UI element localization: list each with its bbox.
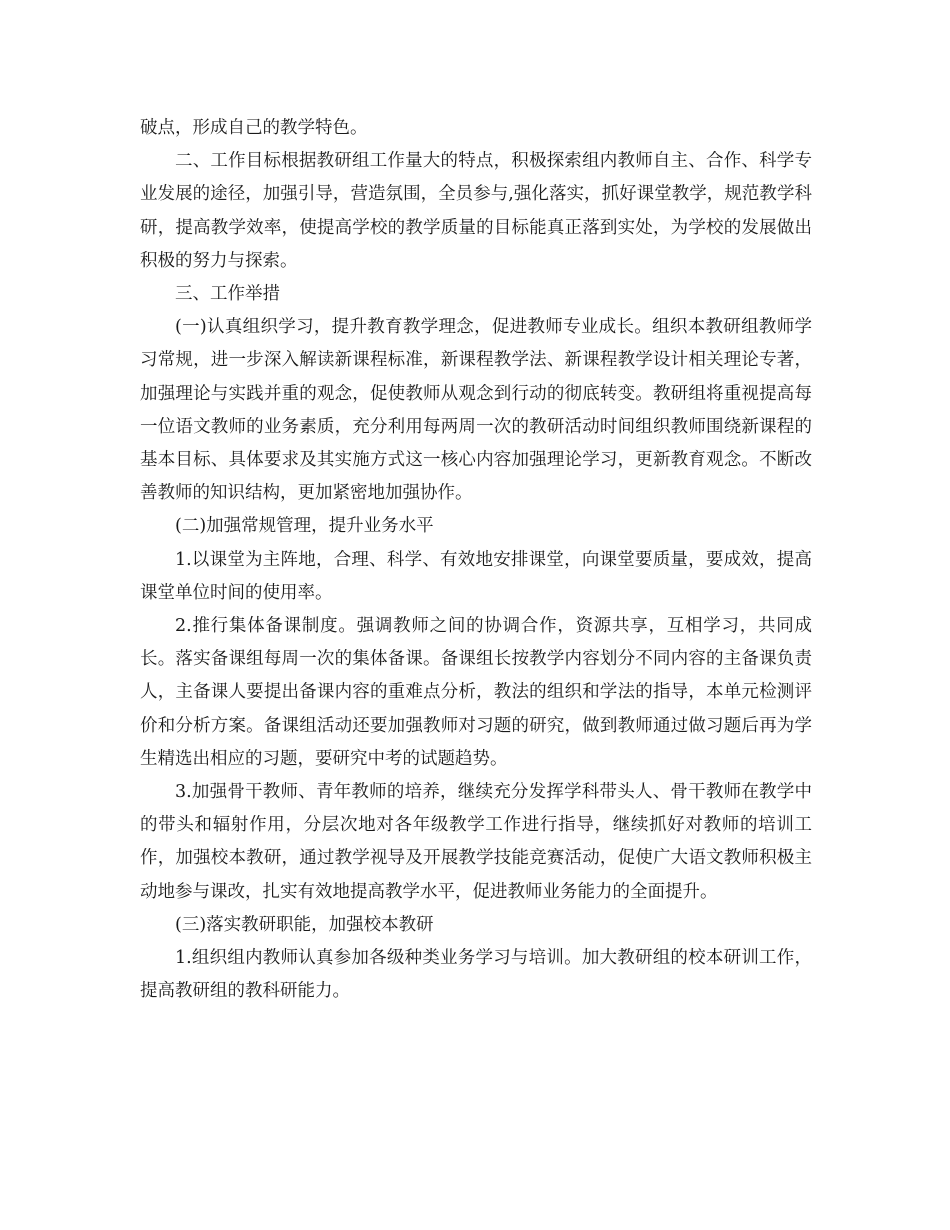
paragraph-work-goals: 二、工作目标根据教研组工作量大的特点，积极探索组内教师自主、合作、科学专业发展的途径，加强引导，营造氛围，全员参与,强化落实，抓好课堂教学，规范教学科研，提高教学效率，使提高学校的教学质量的目标能真正落到实处，为学校的发展做出积极的努力与探索。 [140, 151, 812, 271]
paragraph-continuation: 破点，形成自己的教学特色。 [140, 118, 368, 138]
heading-work-measures: 三、工作举措 [175, 284, 280, 305]
paragraph-professional-learning: 1.组织组内教师认真参加各级种类业务学习与培训。加大教研组的校本研训工作，提高教研组的教科研能力。 [140, 948, 812, 1002]
heading-school-research: (三)落实教研职能，加强校本教研 [175, 914, 434, 935]
paragraph-organize-study: (一)认真组织学习，提升教育教学理念，促进教师专业成长。组织本教研组教师学习常规，进一步深入解读新课程标准，新课程教学法、新课程教学设计相关理论专著，加强理论与实践并重的观念，促使教师从观念到行动的彻底转变。教研组将重视提高每一位语文教师的业务素质，充分利用每两周一次的教研活动时间组织教师围绕新课程的基本目标、具体要求及其实施方式这一核心内容加强理论学习，更新教育观念。不断改善教师的知识结构，更加紧密地加强协作。 [140, 317, 812, 504]
heading-routine-management: (二)加强常规管理，提升业务水平 [175, 516, 434, 537]
paragraph-classroom-main: 1.以课堂为主阵地，合理、科学、有效地安排课堂，向课堂要质量，要成效，提高课堂单位时间的使用率。 [140, 549, 812, 603]
paragraph-teacher-training: 3.加强骨干教师、青年教师的培养，继续充分发挥学科带头人、骨干教师在教学中的带头和辐射作用，分层次地对各年级教学工作进行指导，继续抓好对教师的培训工作，加强校本教研，通过教学视导及开展教学技能竞赛活动，促使广大语文教师积极主动地参与课改，扎实有效地提高教学水平，促进教师业务能力的全面提升。 [140, 782, 812, 902]
paragraph-collective-lesson-prep: 2.推行集体备课制度。强调教师之间的协调合作，资源共享，互相学习，共同成长。落实备课组每周一次的集体备课。备课组长按教学内容划分不同内容的主备课负责人，主备课人要提出备课内容的重难点分析，教法的组织和学法的指导，本单元检测评价和分析方案。备课组活动还要加强教师对习题的研究，做到教师通过做习题后再为学生精选出相应的习题，要研究中考的试题趋势。 [140, 616, 812, 769]
document-body [140, 112, 812, 1008]
